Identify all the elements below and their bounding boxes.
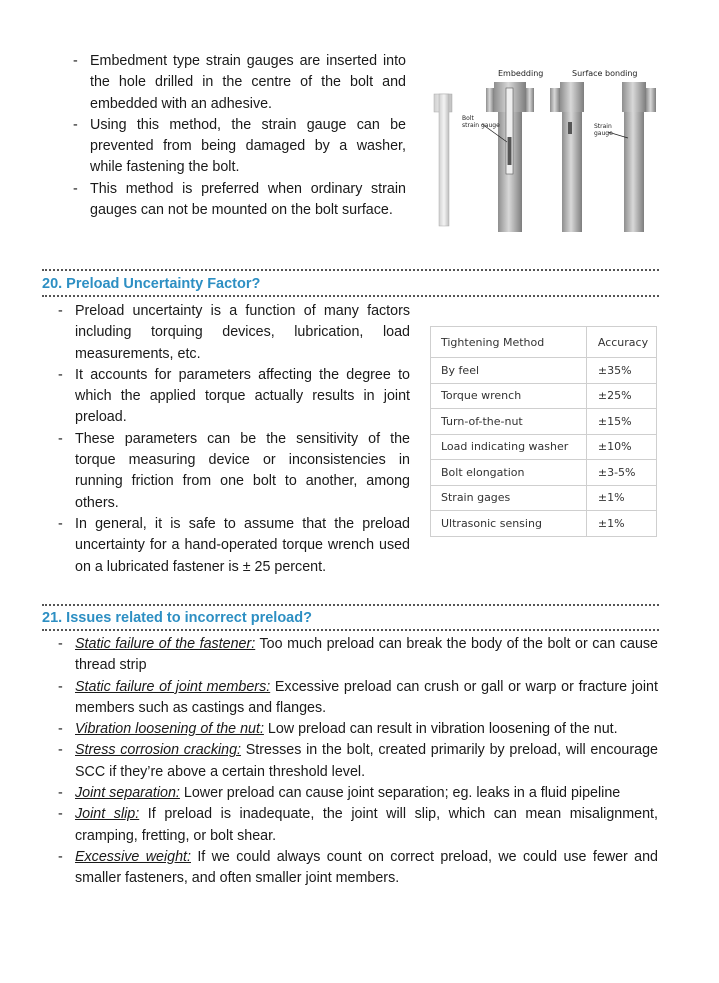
section-divider [42,295,659,297]
accuracy-cell: ±3-5% [586,460,656,486]
issue-term: Vibration loosening of the nut: [75,721,264,738]
list-item: - This method is preferred when ordinary strain gauges can not be mounted on the bolt surface. [73,179,406,222]
list-item: - These parameters can be the sensitivity of the torque measuring device or inconsistencies in running friction from one bolt to another, among others. [58,429,410,514]
list-item: - Using this method, the strain gauge can be prevented from being damaged by a washer, while fastening the bolt. [73,115,406,179]
list-item [58,783,658,804]
strain-gauge-label-2: gauge [594,130,613,137]
method-cell: Ultrasonic sensing [431,511,587,537]
list-item: - Embedment type strain gauges are inserted into the hole drilled in the centre of the bolt and embedded with an adhesive. [73,51,406,115]
issue-term: Stress corrosion cracking: [75,742,242,759]
section-divider [42,269,659,271]
list-item [58,677,658,720]
bolt-gauge-label-2: strain gauge [462,122,500,129]
method-cell: Torque wrench [431,383,587,409]
list-item [58,634,658,677]
accuracy-cell: ±1% [586,485,656,511]
section-divider [42,604,659,606]
method-cell: Turn-of-the-nut [431,409,587,435]
list-item [58,719,658,740]
accuracy-cell: ±25% [586,383,656,409]
issue-term: Joint slip: [75,806,140,823]
accuracy-cell: ±10% [586,434,656,460]
table-row [431,460,657,486]
list-item: - It accounts for parameters affecting the degree to which the applied torque actually results in joint preload. [58,365,410,429]
section-20-bullet-list [58,301,410,578]
issue-text: Lower preload can cause joint separation; eg. leaks in a fluid pipeline [179,785,621,802]
section-20-heading: 20. Preload Uncertainty Factor? [42,276,261,292]
embedding-label: Embedding [498,69,544,78]
intro-bullet-list [73,51,406,221]
table-header-row [431,327,657,358]
list-item: - Preload uncertainty is a function of many factors including torquing devices, lubrication, load measurements, etc. [58,301,410,365]
list-item [58,847,658,890]
list-item: - In general, it is safe to assume that the preload uncertainty for a hand-operated torque wrench used on a lubricated fastener is ± 25 percent. [58,514,410,578]
method-cell: By feel [431,358,587,384]
surface-bonded-bolt-icon [550,82,656,232]
strain-gauge-label-1: Strain [594,123,612,130]
issue-text: Stresses in the bolt, created primarily by preload, will encourage SCC if they’re above a certain threshold level. [75,742,658,780]
list-item [58,804,658,847]
section-divider [42,629,659,631]
table-row [431,434,657,460]
issue-term: Static failure of the fastener: [75,636,256,652]
issue-term: Joint separation: [75,785,180,802]
method-cell: Load indicating washer [431,434,587,460]
table-row [431,485,657,511]
table-row [431,383,657,409]
issue-text: Excessive preload can crush or gall or warp or fracture joint members such as castings and flanges. [75,678,658,716]
column-header-accuracy: Accuracy [586,327,656,358]
list-item [58,740,658,783]
issue-text: Low preload can result in vibration loosening of the nut. [263,721,618,738]
plain-bolt-icon [434,94,452,226]
method-cell: Strain gages [431,485,587,511]
accuracy-cell: ±1% [586,511,656,537]
accuracy-cell: ±35% [586,358,656,384]
section-21-bullet-list [58,634,658,890]
issue-term: Excessive weight: [75,848,191,865]
embedded-bolt-icon [462,82,534,232]
section-21-heading: 21. Issues related to incorrect preload? [42,610,312,626]
accuracy-cell: ±15% [586,409,656,435]
table-row [431,358,657,384]
table-row [431,511,657,537]
issue-text: Too much preload can break the body of the bolt or can cause thread strip [75,636,658,674]
strain-gauge-bolt-figure [432,62,664,234]
issue-text: If we could always count on correct preload, we could use fewer and smaller fasteners, and often smaller joint members. [75,848,658,887]
tightening-accuracy-table [430,326,657,537]
column-header-method: Tightening Method [431,327,587,358]
surface-bonding-label: Surface bonding [572,69,638,78]
issue-term: Static failure of joint members: [75,678,271,695]
issue-text: If preload is inadequate, the joint will slip, which can mean misalignment, cramping, fretting, or bolt shear. [75,806,658,844]
bolt-gauge-label-1: Bolt [462,115,474,122]
table-row [431,409,657,435]
method-cell: Bolt elongation [431,460,587,486]
